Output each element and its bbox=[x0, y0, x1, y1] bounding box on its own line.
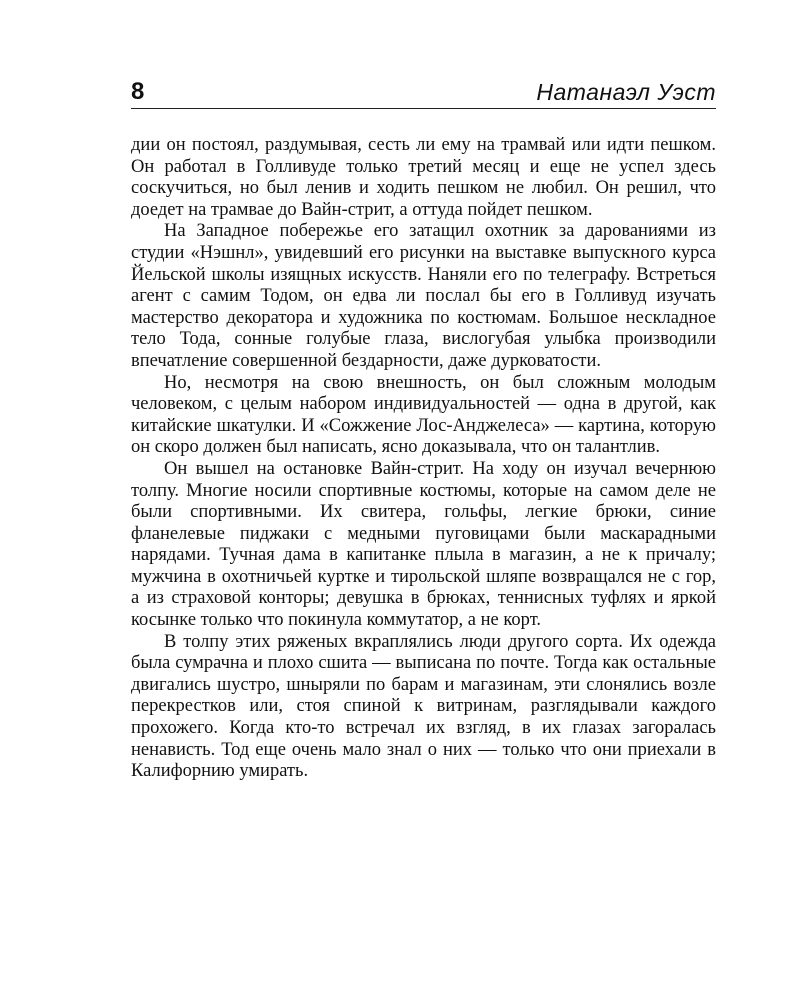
paragraph-5: В толпу этих ряженых вкраплялись люди другого сорта. Их одежда была сумрачна и плохо сшита — выписана по почте. Тогда как остальные двигались шустро, шныряли по барам и магазинам, эти слонялись возле перекрестков или, стоя спиной к витринам, разглядывали каждого прохожего. Когда кто-то встречал их взгляд, в их глазах загоралась ненависть. Тод еще очень мало знал о них — только что они приехали в Калифорнию умирать. bbox=[131, 631, 716, 782]
book-page bbox=[131, 76, 716, 783]
paragraph-2: На Западное побережье его затащил охотник за дарованиями из студии «Нэшнл», увидевший его рисунки на выставке выпускного курса Йельской школы изящных искусств. Наняли его по телеграфу. Встреться агент с самим Тодом, он едва ли послал бы его в Голливуд изучать мастерство декоратора и художника по костюмам. Большое нескладное тело Тода, сонные голубые глаза, вислогубая улыбка производили впечатление совершенной бездарности, даже дурковатости. bbox=[131, 221, 716, 371]
paragraph-1: дии он постоял, раздумывая, сесть ли ему на трамвай или идти пешком. Он работал в Голливуде только третий месяц и еще не успел здесь соскучиться, но был ленив и ходить пешком не любил. Он решил, что доедет на трамвае до Вайн-стрит, а оттуда пойдет пешком. bbox=[131, 135, 716, 220]
page-number: 8 bbox=[131, 78, 145, 105]
running-head bbox=[131, 76, 716, 109]
author-name: Натанаэл Уэст bbox=[536, 79, 716, 105]
paragraph-4: Он вышел на остановке Вайн-стрит. На ходу он изучал вечернюю толпу. Многие носили спортивные костюмы, которые на самом деле не были спортивными. Их свитера, гольфы, легкие брюки, синие фланелевые пиджаки с медными пуговицами были маскарадными нарядами. Тучная дама в капитанке плыла в магазин, а не к причалу; мужчина в охотничьей куртке и тирольской шляпе возвращался не с гор, а из страховой конторы; девушка в брюках, теннисных туфлях и яркой косынке только что покинула коммутатор, а не корт. bbox=[131, 458, 716, 631]
paragraph-3: Но, несмотря на свою внешность, он был сложным молодым человеком, с целым набором индивидуальностей — одна в другой, как китайские шкатулки. И «Сожжение Лос-Анджелеса» — картина, которую он скоро должен был написать, ясно доказывала, что он талантлив. bbox=[131, 372, 716, 458]
body-text bbox=[131, 135, 716, 783]
